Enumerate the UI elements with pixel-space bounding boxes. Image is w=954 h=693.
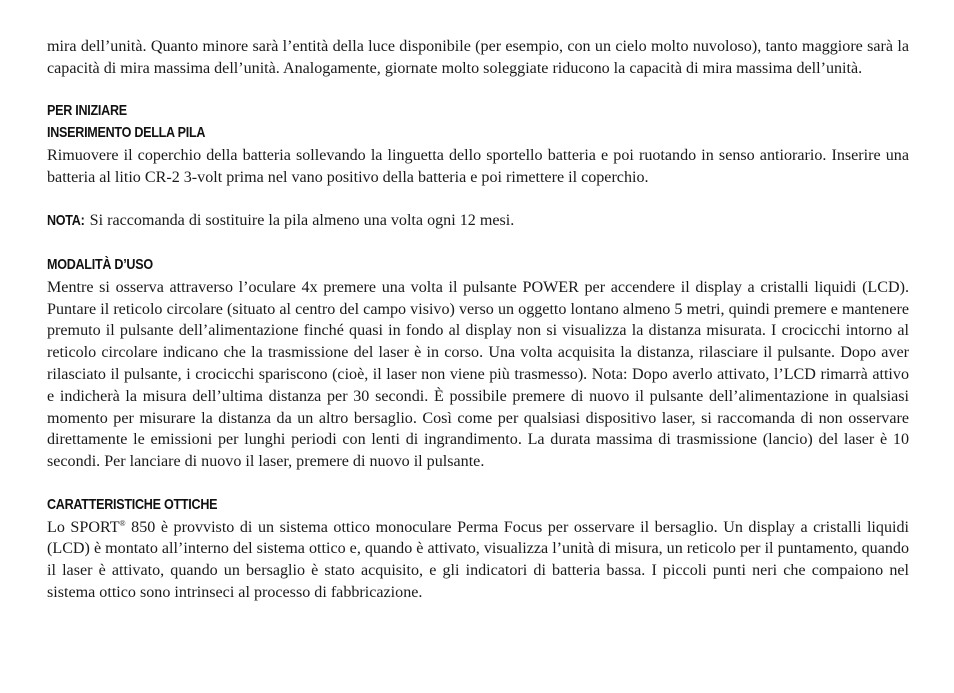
- section-heading-operation: MODALITÀ D’USO: [47, 256, 153, 273]
- spacer: [47, 473, 909, 495]
- registered-mark: ®: [119, 518, 126, 528]
- note-paragraph: [47, 210, 909, 233]
- optics-paragraph: [47, 517, 909, 604]
- manual-page: [47, 36, 909, 604]
- optics-text-rest: 850 è provvisto di un sistema ottico monoculare Perma Focus per osservare il bersaglio. Un display a cristalli liquidi (LCD) è montato all’interno del sistema ottico e, quando è attivato, visualizza l’unità di misura, un reticolo per il puntamento, quando il laser è attivato, quando un bersaglio è stato acquisito, e gli indicatori di batteria bassa. I piccoli punti neri che compaiono nel sistema ottico sono intrinseci al processo di fabbricazione.: [47, 518, 909, 601]
- section-heading-getting-started: PER INIZIARE: [47, 103, 127, 120]
- spacer: [47, 233, 909, 255]
- intro-paragraph: mira dell’unità. Quanto minore sarà l’entità della luce disponibile (per esempio, con un cielo molto nuvoloso), tanto maggiore sarà la capacità di mira massima dell’unità. Analogamente, giornate molto soleggiate riducono la capacità di mira massima dell’unità.: [47, 38, 909, 77]
- note-text: Si raccomanda di sostituire la pila almeno una volta ogni 12 mesi.: [85, 212, 515, 230]
- spacer: [47, 189, 909, 211]
- spacer: [47, 80, 909, 102]
- operation-paragraph: Mentre si osserva attraverso l’oculare 4x premere una volta il pulsante POWER per accendere il display a cristalli liquidi (LCD). Puntare il reticolo circolare (situato al centro del campo visivo) verso un oggetto lontano almeno 5 metri, quindi premere e mantenere premuto il pulsante dell’alimentazione finché quasi in fondo al display non si visualizza la distanza misurata. I crocicchi intorno al reticolo circolare indicano che la trasmissione del laser è in corso. Una volta acquisita la distanza, rilasciare il pulsante. Dopo aver rilasciato il pulsante, i crocicchi spariscono (cioè, il laser non viene più trasmesso). Nota: Dopo averlo attivato, l’LCD rimarrà attivo e indicherà la misura dell’ultima distanza per 30 secondi. È possibile premere di nuovo il pulsante dell’alimentazione in qualsiasi momento per misurare la distanza da un altro bersaglio. Così come per qualsiasi dispositivo laser, si raccomanda di non osservare direttamente le emissioni per lunghi periodi con lenti di ingrandimento. La durata massima di trasmissione (lancio) del laser è 10 secondi. Per lanciare di nuovo il laser, premere di nuovo il pulsante.: [47, 278, 909, 471]
- subheading-battery-insertion: INSERIMENTO DELLA PILA: [47, 125, 206, 142]
- optics-text-start: Lo SPORT: [47, 518, 120, 536]
- battery-insertion-paragraph: Rimuovere il coperchio della batteria sollevando la linguetta dello sportello batteria e poi ruotando in senso antiorario. Inserire una batteria al litio CR-2 3-volt prima nel vano positivo della batteria e poi rimettere il coperchio.: [47, 146, 909, 186]
- note-label: NOTA:: [47, 213, 85, 230]
- section-heading-optics: CARATTERISTICHE OTTICHE: [47, 496, 218, 513]
